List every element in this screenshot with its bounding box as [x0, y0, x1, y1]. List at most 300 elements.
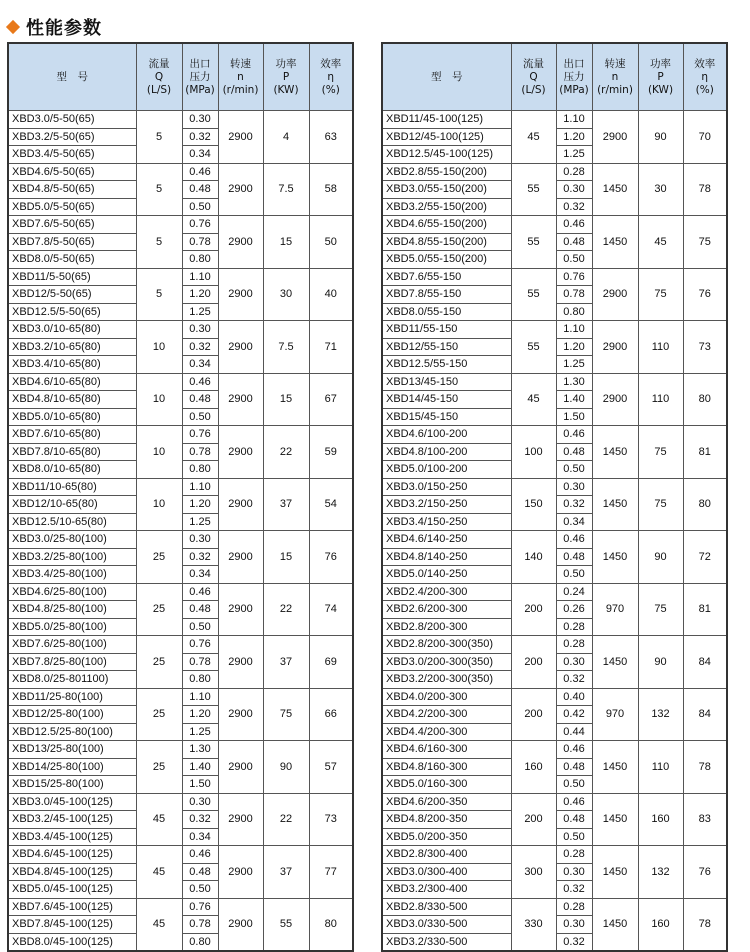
efficiency-cell: 70	[683, 111, 727, 164]
pressure-cell: 1.20	[182, 286, 218, 304]
model-cell: XBD14/45-150	[382, 391, 511, 409]
pressure-cell: 0.48	[182, 863, 218, 881]
flow-cell: 45	[136, 846, 182, 899]
efficiency-cell: 84	[683, 636, 727, 689]
model-cell: XBD3.0/10-65(80)	[8, 321, 136, 339]
table-row	[8, 163, 353, 181]
efficiency-cell: 72	[683, 531, 727, 584]
model-cell: XBD5.0/25-80(100)	[8, 618, 136, 636]
model-cell: XBD7.6/55-150	[382, 268, 511, 286]
efficiency-cell: 76	[309, 531, 353, 584]
power-cell: 37	[263, 478, 309, 531]
model-cell: XBD7.8/10-65(80)	[8, 443, 136, 461]
pressure-cell: 0.32	[182, 128, 218, 146]
flow-cell: 25	[136, 741, 182, 794]
pressure-cell: 0.40	[556, 688, 592, 706]
power-cell: 132	[638, 846, 683, 899]
speed-cell: 2900	[218, 478, 263, 531]
model-cell: XBD4.6/10-65(80)	[8, 373, 136, 391]
model-cell: XBD4.8/45-100(125)	[8, 863, 136, 881]
pressure-cell: 0.30	[182, 531, 218, 549]
model-cell: XBD2.8/300-400	[382, 846, 511, 864]
model-cell: XBD8.0/25-801100)	[8, 671, 136, 689]
flow-cell: 45	[136, 898, 182, 951]
power-cell: 22	[263, 793, 309, 846]
efficiency-cell: 80	[683, 478, 727, 531]
model-cell: XBD11/25-80(100)	[8, 688, 136, 706]
model-cell: XBD3.4/150-250	[382, 513, 511, 531]
flow-cell: 200	[511, 793, 556, 846]
header-model: 型 号	[382, 43, 511, 111]
pressure-cell: 0.50	[182, 408, 218, 426]
flow-cell: 10	[136, 373, 182, 426]
pressure-cell: 0.78	[556, 286, 592, 304]
pressure-cell: 0.42	[556, 706, 592, 724]
efficiency-cell: 66	[309, 688, 353, 741]
pressure-cell: 0.28	[556, 898, 592, 916]
pressure-cell: 0.28	[556, 618, 592, 636]
model-cell: XBD12/45-100(125)	[382, 128, 511, 146]
pressure-cell: 0.50	[556, 828, 592, 846]
table-row	[382, 898, 727, 916]
pressure-cell: 0.30	[556, 653, 592, 671]
efficiency-cell: 54	[309, 478, 353, 531]
model-cell: XBD5.0/45-100(125)	[8, 881, 136, 899]
pressure-cell: 0.30	[182, 111, 218, 129]
header-power: 功率 P (KW)	[638, 43, 683, 111]
model-cell: XBD12/25-80(100)	[8, 706, 136, 724]
pressure-cell: 1.30	[182, 741, 218, 759]
power-cell: 37	[263, 846, 309, 899]
model-cell: XBD15/45-150	[382, 408, 511, 426]
speed-cell: 2900	[218, 793, 263, 846]
table-row	[8, 478, 353, 496]
pressure-cell: 0.80	[556, 303, 592, 321]
model-cell: XBD3.0/45-100(125)	[8, 793, 136, 811]
flow-cell: 25	[136, 583, 182, 636]
pressure-cell: 0.46	[556, 741, 592, 759]
power-cell: 15	[263, 216, 309, 269]
pressure-cell: 0.48	[556, 811, 592, 829]
flow-cell: 55	[511, 163, 556, 216]
header-flow: 流量 Q (L/S)	[511, 43, 556, 111]
model-cell: XBD4.6/45-100(125)	[8, 846, 136, 864]
model-cell: XBD4.6/5-50(65)	[8, 163, 136, 181]
speed-cell: 2900	[592, 111, 638, 164]
model-cell: XBD3.0/300-400	[382, 863, 511, 881]
pressure-cell: 1.25	[182, 303, 218, 321]
header-efficiency: 效率 η (%)	[683, 43, 727, 111]
power-cell: 160	[638, 898, 683, 951]
model-cell: XBD3.2/10-65(80)	[8, 338, 136, 356]
flow-cell: 300	[511, 846, 556, 899]
pressure-cell: 0.30	[556, 478, 592, 496]
power-cell: 30	[638, 163, 683, 216]
model-cell: XBD5.0/200-350	[382, 828, 511, 846]
model-cell: XBD3.2/25-80(100)	[8, 548, 136, 566]
header-efficiency: 效率 η (%)	[309, 43, 353, 111]
power-cell: 110	[638, 373, 683, 426]
flow-cell: 330	[511, 898, 556, 951]
model-cell: XBD12/55-150	[382, 338, 511, 356]
table-row	[382, 583, 727, 601]
model-cell: XBD7.8/45-100(125)	[8, 916, 136, 934]
flow-cell: 25	[136, 531, 182, 584]
pressure-cell: 1.40	[556, 391, 592, 409]
table-row	[8, 531, 353, 549]
table-row	[8, 741, 353, 759]
speed-cell: 2900	[592, 268, 638, 321]
section-title	[4, 14, 102, 40]
model-cell: XBD7.8/5-50(65)	[8, 233, 136, 251]
power-cell: 110	[638, 741, 683, 794]
model-cell: XBD3.4/25-80(100)	[8, 566, 136, 584]
model-cell: XBD2.8/330-500	[382, 898, 511, 916]
pressure-cell: 0.76	[556, 268, 592, 286]
flow-cell: 55	[511, 216, 556, 269]
pressure-cell: 0.48	[182, 391, 218, 409]
power-cell: 37	[263, 636, 309, 689]
model-cell: XBD3.2/330-500	[382, 933, 511, 951]
title-text: 性能参数	[26, 18, 102, 39]
pressure-cell: 0.32	[556, 671, 592, 689]
power-cell: 110	[638, 321, 683, 374]
pressure-cell: 0.46	[556, 793, 592, 811]
model-cell: XBD8.0/10-65(80)	[8, 461, 136, 479]
speed-cell: 2900	[218, 321, 263, 374]
table-row	[382, 478, 727, 496]
speed-cell: 1450	[592, 216, 638, 269]
pressure-cell: 0.50	[556, 776, 592, 794]
pressure-cell: 1.20	[182, 496, 218, 514]
pressure-cell: 0.78	[182, 233, 218, 251]
model-cell: XBD5.0/160-300	[382, 776, 511, 794]
speed-cell: 1450	[592, 426, 638, 479]
flow-cell: 200	[511, 583, 556, 636]
model-cell: XBD7.8/25-80(100)	[8, 653, 136, 671]
power-cell: 75	[638, 426, 683, 479]
efficiency-cell: 69	[309, 636, 353, 689]
model-cell: XBD13/45-150	[382, 373, 511, 391]
efficiency-cell: 71	[309, 321, 353, 374]
model-cell: XBD4.6/25-80(100)	[8, 583, 136, 601]
table-row	[382, 636, 727, 654]
model-cell: XBD5.0/140-250	[382, 566, 511, 584]
speed-cell: 1450	[592, 163, 638, 216]
pressure-cell: 0.34	[556, 513, 592, 531]
model-cell: XBD2.4/200-300	[382, 583, 511, 601]
power-cell: 90	[638, 111, 683, 164]
flow-cell: 200	[511, 688, 556, 741]
power-cell: 90	[638, 531, 683, 584]
model-cell: XBD11/5-50(65)	[8, 268, 136, 286]
pressure-cell: 0.30	[556, 916, 592, 934]
efficiency-cell: 76	[683, 846, 727, 899]
pressure-cell: 0.30	[182, 793, 218, 811]
model-cell: XBD3.0/200-300(350)	[382, 653, 511, 671]
flow-cell: 5	[136, 111, 182, 164]
power-cell: 75	[638, 583, 683, 636]
table-body	[382, 111, 727, 952]
efficiency-cell: 84	[683, 688, 727, 741]
efficiency-cell: 81	[683, 583, 727, 636]
performance-table-left	[7, 42, 354, 952]
flow-cell: 150	[511, 478, 556, 531]
flow-cell: 25	[136, 688, 182, 741]
flow-cell: 140	[511, 531, 556, 584]
efficiency-cell: 76	[683, 268, 727, 321]
speed-cell: 1450	[592, 898, 638, 951]
power-cell: 22	[263, 583, 309, 636]
model-cell: XBD7.6/5-50(65)	[8, 216, 136, 234]
diamond-bullet-icon	[6, 20, 20, 34]
pressure-cell: 0.32	[556, 933, 592, 951]
power-cell: 7.5	[263, 321, 309, 374]
table-row	[382, 846, 727, 864]
pressure-cell: 0.34	[182, 828, 218, 846]
speed-cell: 2900	[218, 583, 263, 636]
table-row	[382, 373, 727, 391]
pressure-cell: 0.34	[182, 566, 218, 584]
model-cell: XBD4.6/100-200	[382, 426, 511, 444]
model-cell: XBD3.0/55-150(200)	[382, 181, 511, 199]
efficiency-cell: 80	[683, 373, 727, 426]
model-cell: XBD4.6/55-150(200)	[382, 216, 511, 234]
speed-cell: 2900	[218, 898, 263, 951]
efficiency-cell: 50	[309, 216, 353, 269]
pressure-cell: 1.10	[556, 111, 592, 129]
model-cell: XBD4.8/140-250	[382, 548, 511, 566]
speed-cell: 1450	[592, 846, 638, 899]
pressure-cell: 0.46	[182, 373, 218, 391]
model-cell: XBD7.8/55-150	[382, 286, 511, 304]
table-row	[382, 163, 727, 181]
header-power: 功率 P (KW)	[263, 43, 309, 111]
pressure-cell: 0.76	[182, 898, 218, 916]
pressure-cell: 0.48	[556, 548, 592, 566]
pressure-cell: 1.20	[556, 128, 592, 146]
speed-cell: 970	[592, 688, 638, 741]
pressure-cell: 0.32	[182, 811, 218, 829]
pressure-cell: 1.25	[556, 146, 592, 164]
speed-cell: 2900	[218, 688, 263, 741]
model-cell: XBD3.2/200-300(350)	[382, 671, 511, 689]
model-cell: XBD7.6/10-65(80)	[8, 426, 136, 444]
pressure-cell: 0.32	[556, 198, 592, 216]
model-cell: XBD3.2/55-150(200)	[382, 198, 511, 216]
power-cell: 75	[263, 688, 309, 741]
model-cell: XBD12/5-50(65)	[8, 286, 136, 304]
speed-cell: 970	[592, 583, 638, 636]
pressure-cell: 1.25	[182, 723, 218, 741]
pressure-cell: 0.80	[182, 461, 218, 479]
header-row	[8, 43, 353, 111]
table-row	[8, 426, 353, 444]
model-cell: XBD3.2/45-100(125)	[8, 811, 136, 829]
power-cell: 132	[638, 688, 683, 741]
flow-cell: 10	[136, 426, 182, 479]
pressure-cell: 0.76	[182, 426, 218, 444]
model-cell: XBD3.4/45-100(125)	[8, 828, 136, 846]
model-cell: XBD3.2/5-50(65)	[8, 128, 136, 146]
model-cell: XBD12.5/5-50(65)	[8, 303, 136, 321]
pressure-cell: 0.50	[556, 251, 592, 269]
power-cell: 75	[638, 268, 683, 321]
pressure-cell: 0.50	[556, 566, 592, 584]
speed-cell: 2900	[218, 636, 263, 689]
power-cell: 75	[638, 478, 683, 531]
speed-cell: 1450	[592, 793, 638, 846]
pressure-cell: 1.10	[182, 688, 218, 706]
power-cell: 55	[263, 898, 309, 951]
pressure-cell: 0.78	[182, 653, 218, 671]
model-cell: XBD2.8/200-300	[382, 618, 511, 636]
efficiency-cell: 78	[683, 898, 727, 951]
model-cell: XBD4.6/200-350	[382, 793, 511, 811]
pressure-cell: 0.46	[556, 531, 592, 549]
model-cell: XBD3.0/25-80(100)	[8, 531, 136, 549]
pressure-cell: 0.48	[182, 181, 218, 199]
header-row	[382, 43, 727, 111]
pressure-cell: 0.78	[182, 916, 218, 934]
table-row	[8, 688, 353, 706]
header-pressure: 出口 压力 (MPa)	[556, 43, 592, 111]
pressure-cell: 0.28	[556, 846, 592, 864]
pressure-cell: 0.46	[182, 163, 218, 181]
table-body	[8, 111, 353, 952]
table-row	[8, 216, 353, 234]
table-row	[382, 426, 727, 444]
model-cell: XBD12.5/45-100(125)	[382, 146, 511, 164]
flow-cell: 10	[136, 478, 182, 531]
pressure-cell: 0.46	[182, 583, 218, 601]
pressure-cell: 0.76	[182, 216, 218, 234]
pressure-cell: 0.34	[182, 356, 218, 374]
power-cell: 45	[638, 216, 683, 269]
flow-cell: 55	[511, 321, 556, 374]
efficiency-cell: 77	[309, 846, 353, 899]
pressure-cell: 0.50	[182, 198, 218, 216]
speed-cell: 2900	[592, 373, 638, 426]
pressure-cell: 0.44	[556, 723, 592, 741]
pressure-cell: 1.50	[182, 776, 218, 794]
pressure-cell: 1.10	[182, 478, 218, 496]
model-cell: XBD5.0/5-50(65)	[8, 198, 136, 216]
pressure-cell: 1.25	[556, 356, 592, 374]
pressure-cell: 1.10	[182, 268, 218, 286]
model-cell: XBD3.2/300-400	[382, 881, 511, 899]
table-row	[382, 793, 727, 811]
flow-cell: 5	[136, 216, 182, 269]
model-cell: XBD5.0/100-200	[382, 461, 511, 479]
pressure-cell: 1.20	[182, 706, 218, 724]
pressure-cell: 1.30	[556, 373, 592, 391]
efficiency-cell: 78	[683, 741, 727, 794]
model-cell: XBD13/25-80(100)	[8, 741, 136, 759]
pressure-cell: 0.30	[182, 321, 218, 339]
speed-cell: 1450	[592, 531, 638, 584]
model-cell: XBD3.0/5-50(65)	[8, 111, 136, 129]
table-row	[8, 111, 353, 129]
table-row	[382, 111, 727, 129]
header-speed: 转速 n (r/min)	[218, 43, 263, 111]
flow-cell: 5	[136, 163, 182, 216]
speed-cell: 2900	[218, 373, 263, 426]
pressure-cell: 0.80	[182, 933, 218, 951]
flow-cell: 45	[511, 111, 556, 164]
pressure-cell: 0.48	[556, 758, 592, 776]
power-cell: 15	[263, 373, 309, 426]
pressure-cell: 0.32	[182, 548, 218, 566]
flow-cell: 200	[511, 636, 556, 689]
model-cell: XBD11/45-100(125)	[382, 111, 511, 129]
model-cell: XBD11/10-65(80)	[8, 478, 136, 496]
flow-cell: 160	[511, 741, 556, 794]
efficiency-cell: 73	[309, 793, 353, 846]
table-row	[8, 268, 353, 286]
model-cell: XBD4.8/25-80(100)	[8, 601, 136, 619]
header-pressure: 出口 压力 (MPa)	[182, 43, 218, 111]
model-cell: XBD4.8/10-65(80)	[8, 391, 136, 409]
pressure-cell: 0.30	[556, 181, 592, 199]
speed-cell: 1450	[592, 741, 638, 794]
efficiency-cell: 81	[683, 426, 727, 479]
model-cell: XBD12.5/10-65(80)	[8, 513, 136, 531]
table-row	[8, 846, 353, 864]
table-row	[8, 898, 353, 916]
model-cell: XBD4.8/55-150(200)	[382, 233, 511, 251]
model-cell: XBD4.6/140-250	[382, 531, 511, 549]
model-cell: XBD4.8/200-350	[382, 811, 511, 829]
pressure-cell: 0.50	[182, 618, 218, 636]
pressure-cell: 1.40	[182, 758, 218, 776]
flow-cell: 45	[136, 793, 182, 846]
speed-cell: 1450	[592, 478, 638, 531]
efficiency-cell: 78	[683, 163, 727, 216]
pressure-cell: 0.34	[182, 146, 218, 164]
model-cell: XBD8.0/55-150	[382, 303, 511, 321]
flow-cell: 25	[136, 636, 182, 689]
table-row	[382, 216, 727, 234]
model-cell: XBD7.6/45-100(125)	[8, 898, 136, 916]
pressure-cell: 0.48	[556, 443, 592, 461]
model-cell: XBD15/25-80(100)	[8, 776, 136, 794]
model-cell: XBD4.8/100-200	[382, 443, 511, 461]
model-cell: XBD4.8/160-300	[382, 758, 511, 776]
table-row	[382, 268, 727, 286]
pressure-cell: 0.80	[182, 251, 218, 269]
model-cell: XBD3.0/330-500	[382, 916, 511, 934]
model-cell: XBD2.8/55-150(200)	[382, 163, 511, 181]
speed-cell: 2900	[218, 111, 263, 164]
speed-cell: 2900	[218, 268, 263, 321]
model-cell: XBD3.2/150-250	[382, 496, 511, 514]
table-row	[382, 688, 727, 706]
pressure-cell: 0.46	[182, 846, 218, 864]
model-cell: XBD12.5/55-150	[382, 356, 511, 374]
table-row	[382, 741, 727, 759]
efficiency-cell: 67	[309, 373, 353, 426]
efficiency-cell: 57	[309, 741, 353, 794]
model-cell: XBD14/25-80(100)	[8, 758, 136, 776]
pressure-cell: 0.32	[556, 496, 592, 514]
model-cell: XBD2.6/200-300	[382, 601, 511, 619]
table-row	[382, 321, 727, 339]
model-cell: XBD4.2/200-300	[382, 706, 511, 724]
flow-cell: 55	[511, 268, 556, 321]
efficiency-cell: 59	[309, 426, 353, 479]
model-cell: XBD3.4/5-50(65)	[8, 146, 136, 164]
